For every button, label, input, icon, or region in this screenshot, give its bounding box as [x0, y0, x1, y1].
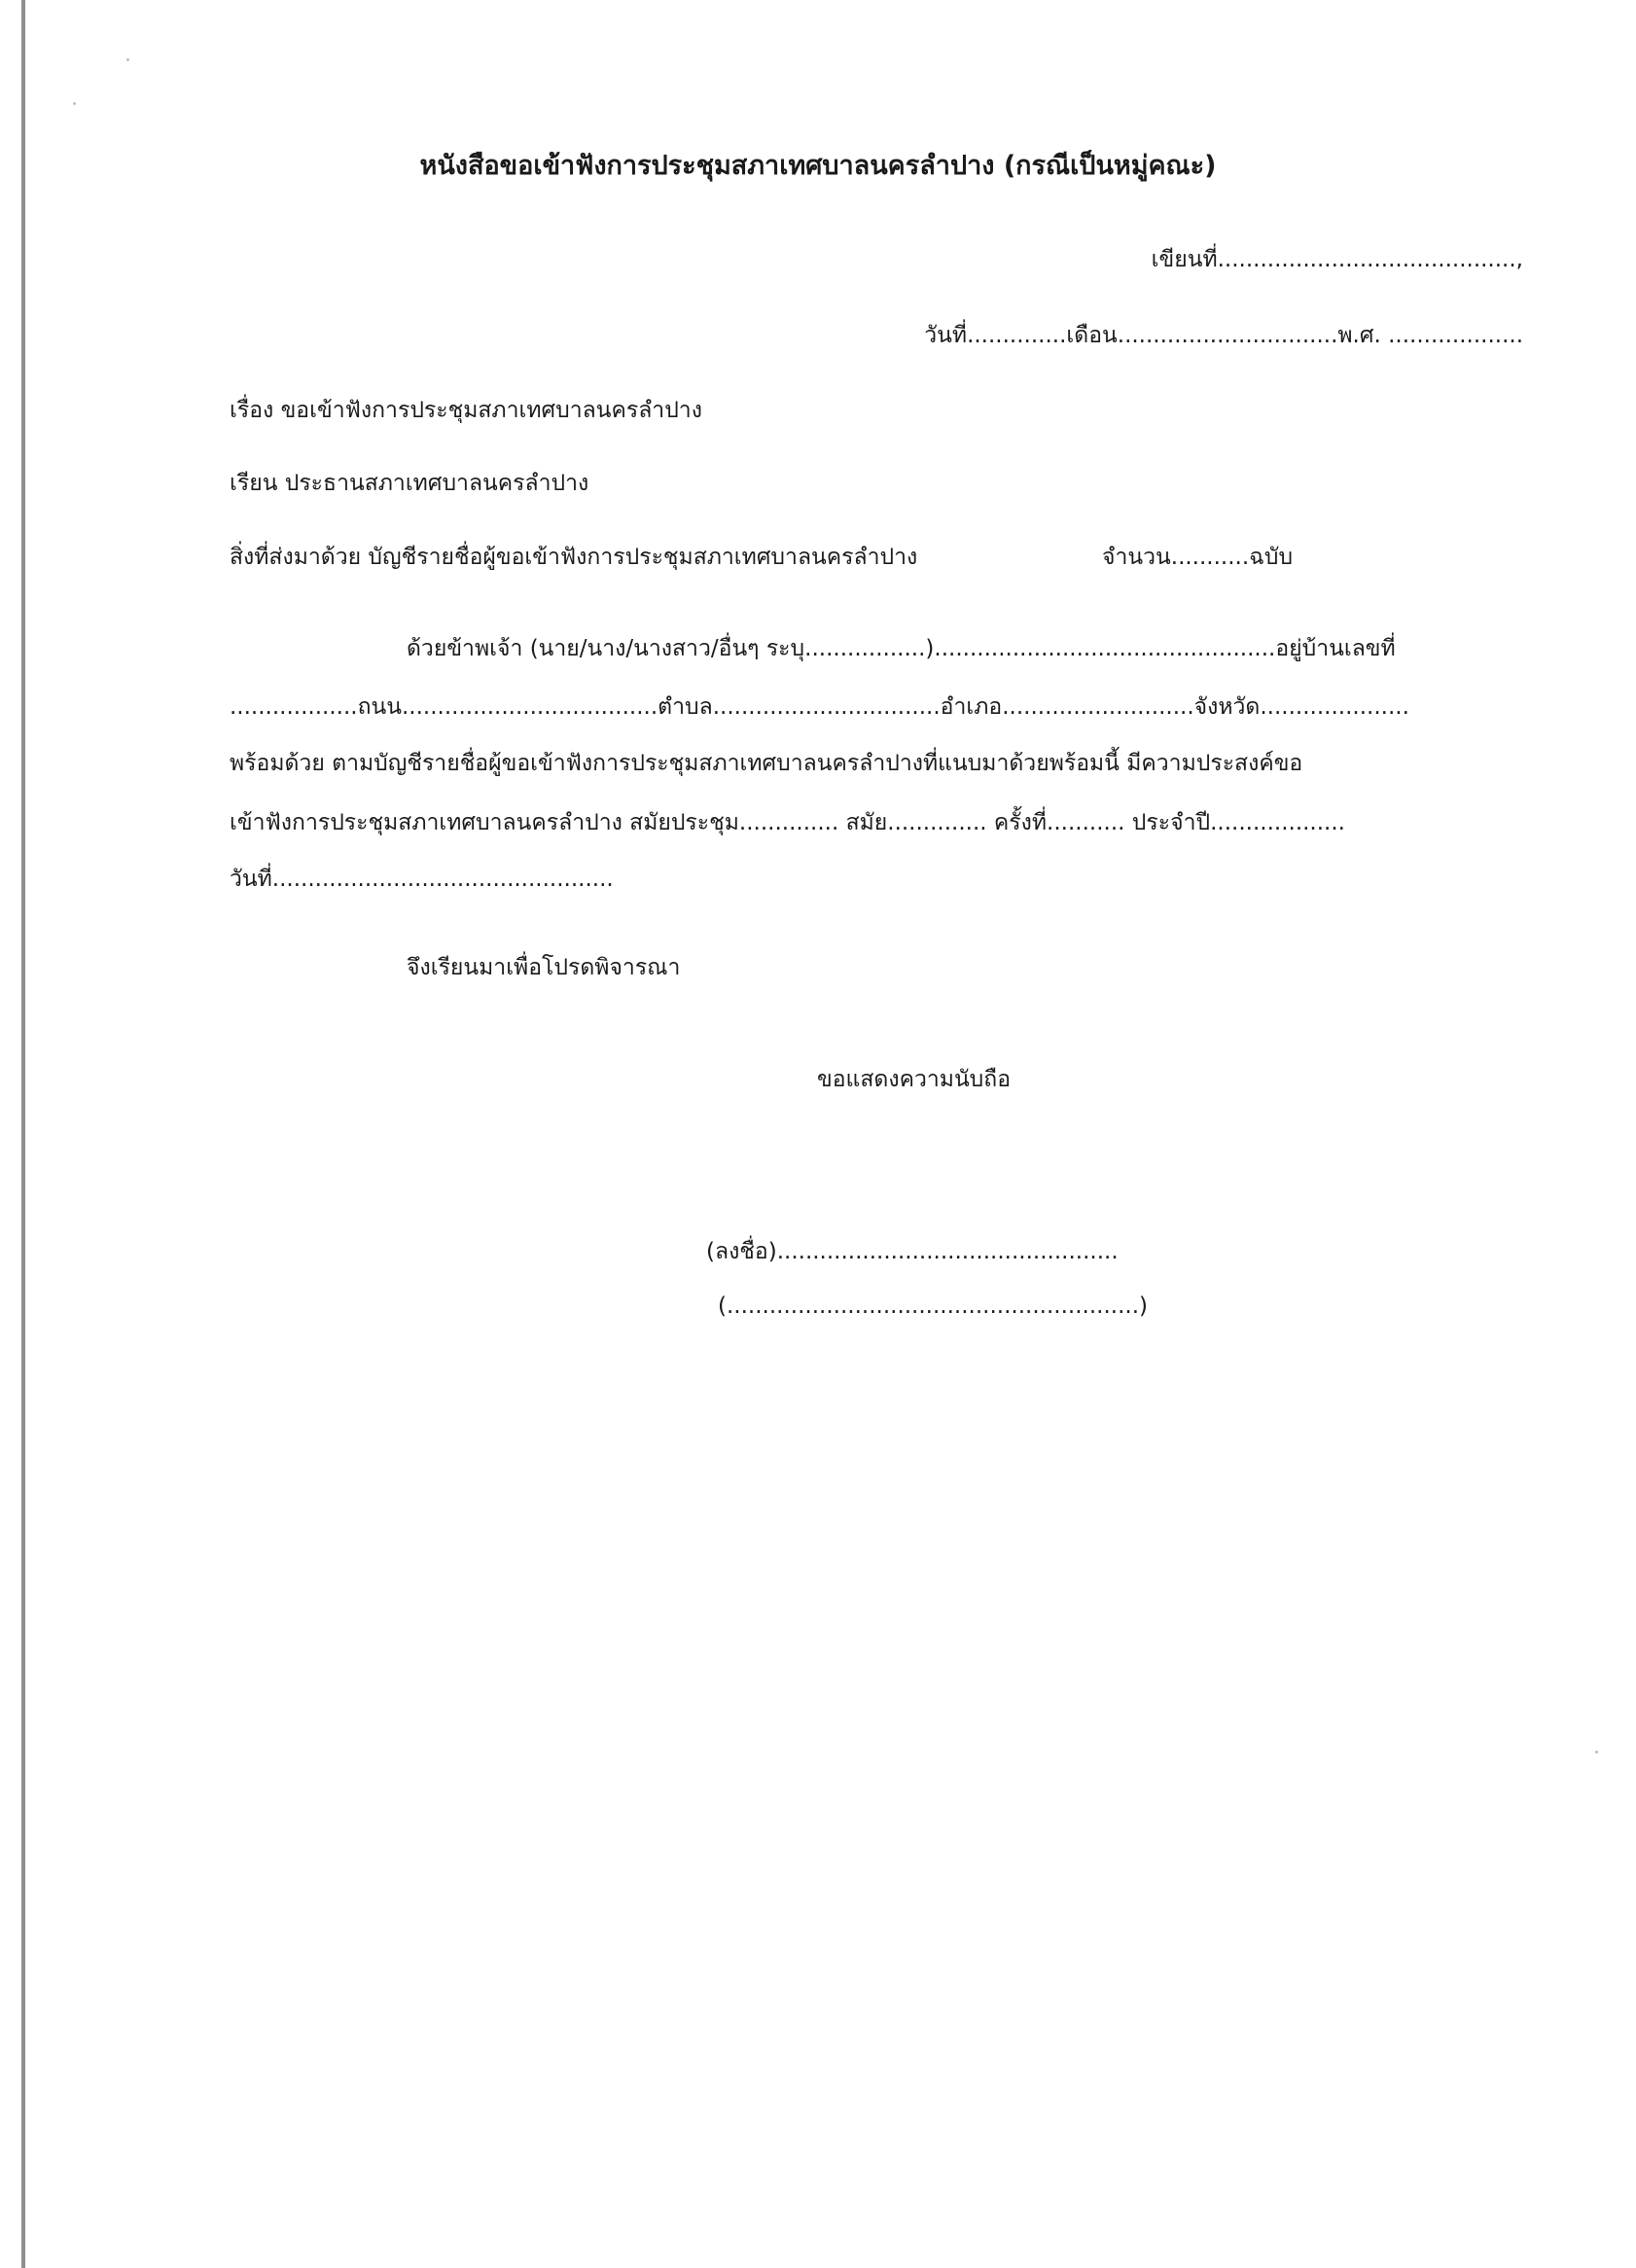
attachment-line: สิ่งที่ส่งมาด้วย บัญชีรายชื่อผู้ขอเข้าฟังการประชุมสภาเทศบาลนครลำปาง — [230, 545, 918, 570]
body-line-3: พร้อมด้วย ตามบัญชีรายชื่อผู้ขอเข้าฟังการประชุมสภาเทศบาลนครลำปางที่แนบมาด้วยพร้อมนี้ มีความประสงค์ขอ — [230, 751, 1303, 776]
written-at-field: เขียนที่.........................................., — [1151, 247, 1523, 272]
body-line-4: เข้าฟังการประชุมสภาเทศบาลนครลำปาง สมัยประชุม.............. สมัย.............. ครั้งที่........... ประจำปี................... — [230, 810, 1345, 835]
body-line-2: ..................ถนน....................................ตำบล................................อำเภอ...........................จังหวัด..................... — [230, 694, 1409, 720]
closing-request: จึงเรียนมาเพื่อโปรดพิจารณา — [407, 955, 681, 980]
attachment-count: จำนวน...........ฉบับ — [1102, 545, 1294, 570]
scan-speck — [126, 58, 129, 61]
recipient-line: เรียน ประธานสภาเทศบาลนครลำปาง — [230, 471, 589, 496]
scan-speck — [73, 102, 76, 105]
body-line-1: ด้วยข้าพเจ้า (นาย/นาง/นางสาว/อื่นๆ ระบุ.................)................................................อยู่บ้านเลขที่ — [407, 636, 1396, 661]
printed-name-line: (..........................................................) — [718, 1293, 1148, 1319]
regards-line: ขอแสดงความนับถือ — [817, 1067, 1012, 1092]
signature-line: (ลงชื่อ)................................................ — [706, 1239, 1119, 1264]
document-title: หนังสือขอเข้าฟังการประชุมสภาเทศบาลนครลำปาง (กรณีเป็นหมู่คณะ) — [419, 151, 1217, 181]
subject-line: เรื่อง ขอเข้าฟังการประชุมสภาเทศบาลนครลำปาง — [230, 398, 702, 423]
date-field: วันที่..............เดือน...............................พ.ศ. ................... — [924, 323, 1523, 348]
body-line-5: วันที่................................................ — [230, 867, 614, 892]
scan-edge-line — [21, 0, 25, 2268]
scan-speck — [1595, 1751, 1598, 1754]
